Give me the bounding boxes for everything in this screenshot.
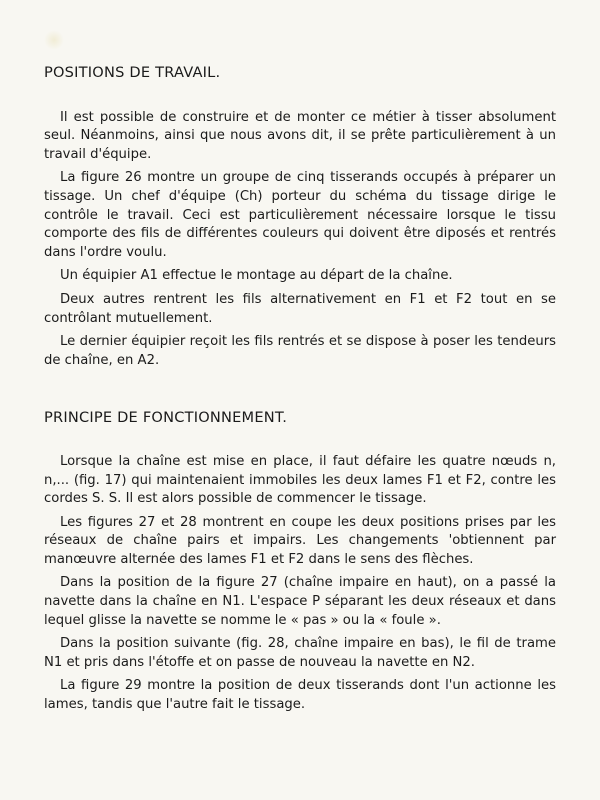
page-content: [44, 64, 556, 720]
section1-paragraph-1: Il est possible de construire et de monter ce métier à tisser absolument seul. Néanmoins, ainsi que nous avons dit, il se prête particulièrement à un travail d'équipe.: [44, 109, 556, 162]
section2-paragraph-2: Les figures 27 et 28 montrent en coupe les deux positions prises par les réseaux de chaîne pairs et impairs. Les changements 'obtiennent par manœuvre alternée des lames F1 et F2 dans le sens des flèches.: [44, 514, 556, 567]
section2-paragraph-1: Lorsque la chaîne est mise en place, il faut défaire les quatre nœuds n, n,... (fig. 17) qui maintenaient immobiles les deux lames F1 et F2, contre les cordes S. S. Il est alors possible de commencer le tissage.: [44, 453, 556, 507]
section2-paragraph-4: Dans la position suivante (fig. 28, chaîne impaire en bas), le fil de trame N1 et pris dans l'étoffe et on passe de nouveau la navette en N2.: [44, 636, 556, 670]
section2-paragraph-5: La figure 29 montre la position de deux tisserands dont l'un actionne les lames, tandis que l'autre fait le tissage.: [44, 678, 556, 713]
section1-paragraph-3: Un équipier A1 effectue le montage au départ de la chaîne.: [60, 268, 453, 284]
section1-paragraph-5: Le dernier équipier reçoit les fils rentrés et se dispose à poser les tendeurs de chaîne, en A2.: [44, 334, 556, 368]
section1-paragraph-4: Deux autres rentrent les fils alternativement en F1 et F2 tout en se contrôlant mutuellement.: [44, 291, 556, 326]
section-heading-positions: POSITIONS DE TRAVAIL.: [44, 64, 221, 81]
section2-paragraph-3: Dans la position de la figure 27 (chaîne impaire en haut), on a passé la navette dans la chaîne en N1. L'espace P séparant les deux réseaux et dans lequel glisse la navette se nomme le « pas » ou la « foule ».: [44, 575, 556, 628]
section1-paragraph-2: La figure 26 montre un groupe de cinq tisserands occupés à préparer un tissage. Un chef d'équipe (Ch) porteur du schéma du tissage dirige le contrôle le travail. Ceci est particulièrement nécessaire lorsque le tissu comporte des fils de différentes couleurs qui doivent être diposés et rentrés dans l'ordre voulu.: [44, 170, 556, 260]
section-heading-principe: PRINCIPE DE FONCTIONNEMENT.: [44, 409, 288, 427]
paper-stain: [44, 30, 64, 50]
